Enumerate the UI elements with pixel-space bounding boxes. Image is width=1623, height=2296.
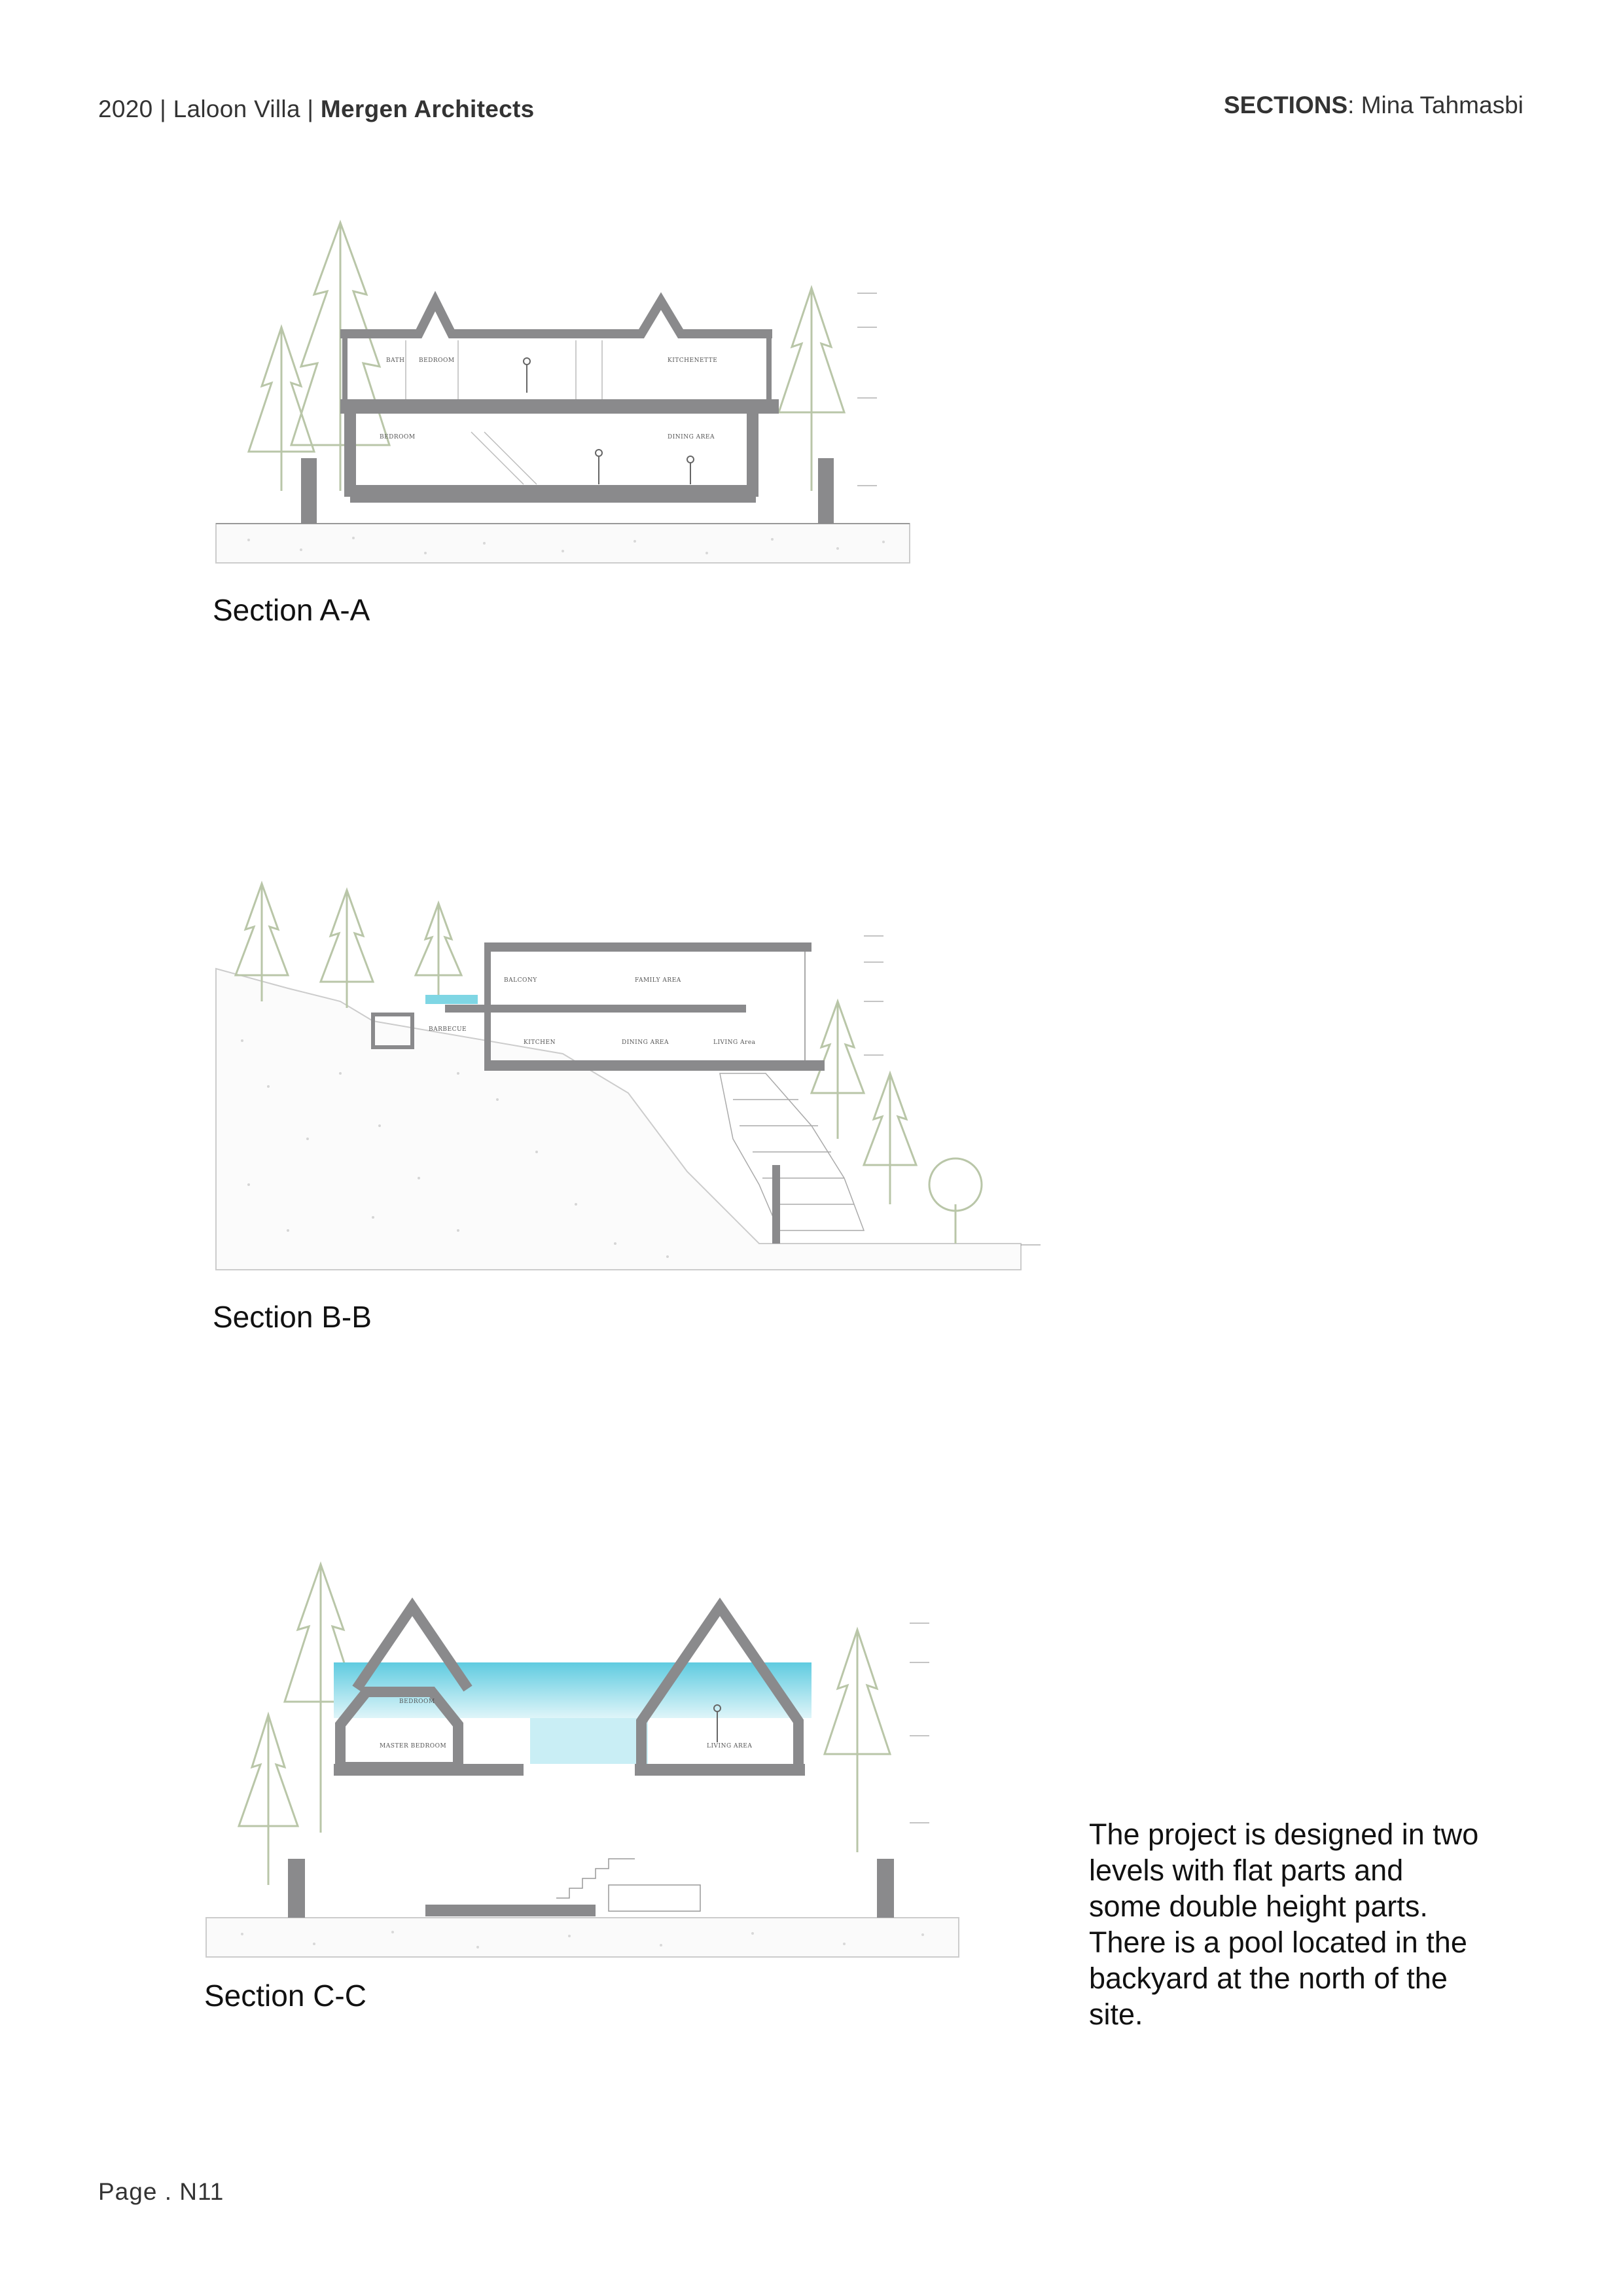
room-label: KITCHENETTE [668,357,718,364]
page-number: Page . N11 [98,2178,224,2205]
room-label: FAMILY AREA [635,977,681,984]
room-label: MASTER BEDROOM [380,1743,447,1749]
section-c-c-caption: Section C-C [204,1979,366,2013]
header-project-info [98,96,534,123]
room-label: KITCHEN [524,1039,556,1046]
room-label: DINING AREA [622,1039,669,1046]
section-a-a-drawing [209,216,942,583]
section-b-b-drawing [209,877,1054,1283]
header-section-label: SECTIONS [1224,92,1348,118]
room-label: BARBECUE [429,1026,467,1033]
section-c-c-drawing [203,1558,988,1964]
header-separator: | [300,96,321,122]
room-label: BEDROOM [380,434,416,440]
project-description: The project is designed in two levels with flat parts and some double height parts. There is a pool located in the backyard at the north of the site. [1089,1818,1479,2031]
header-year: 2020 [98,96,153,122]
room-label: BEDROOM [399,1698,435,1705]
tree-icon [416,903,461,995]
header-author-separator: : [1347,92,1361,118]
room-label: BALCONY [504,977,537,984]
room-label: BEDROOM [419,357,455,364]
header-firm-name: Mergen Architects [320,96,535,122]
section-a-a-caption: Section A-A [213,593,370,627]
header-project-name: Laloon Villa [173,96,300,122]
header-section-info [1224,92,1524,119]
room-label: BATH [386,357,405,364]
tree-icon [321,890,373,1008]
room-label: DINING AREA [668,434,715,440]
room-label: LIVING Area [713,1039,756,1046]
tree-icon [779,288,844,491]
tree-icon [825,1630,890,1852]
tree-icon [929,1158,982,1244]
room-label: LIVING AREA [707,1743,753,1749]
tree-icon [864,1073,916,1204]
header-separator: | [152,96,173,122]
section-b-b-caption: Section B-B [213,1300,372,1334]
header-author: Mina Tahmasbi [1361,92,1524,118]
